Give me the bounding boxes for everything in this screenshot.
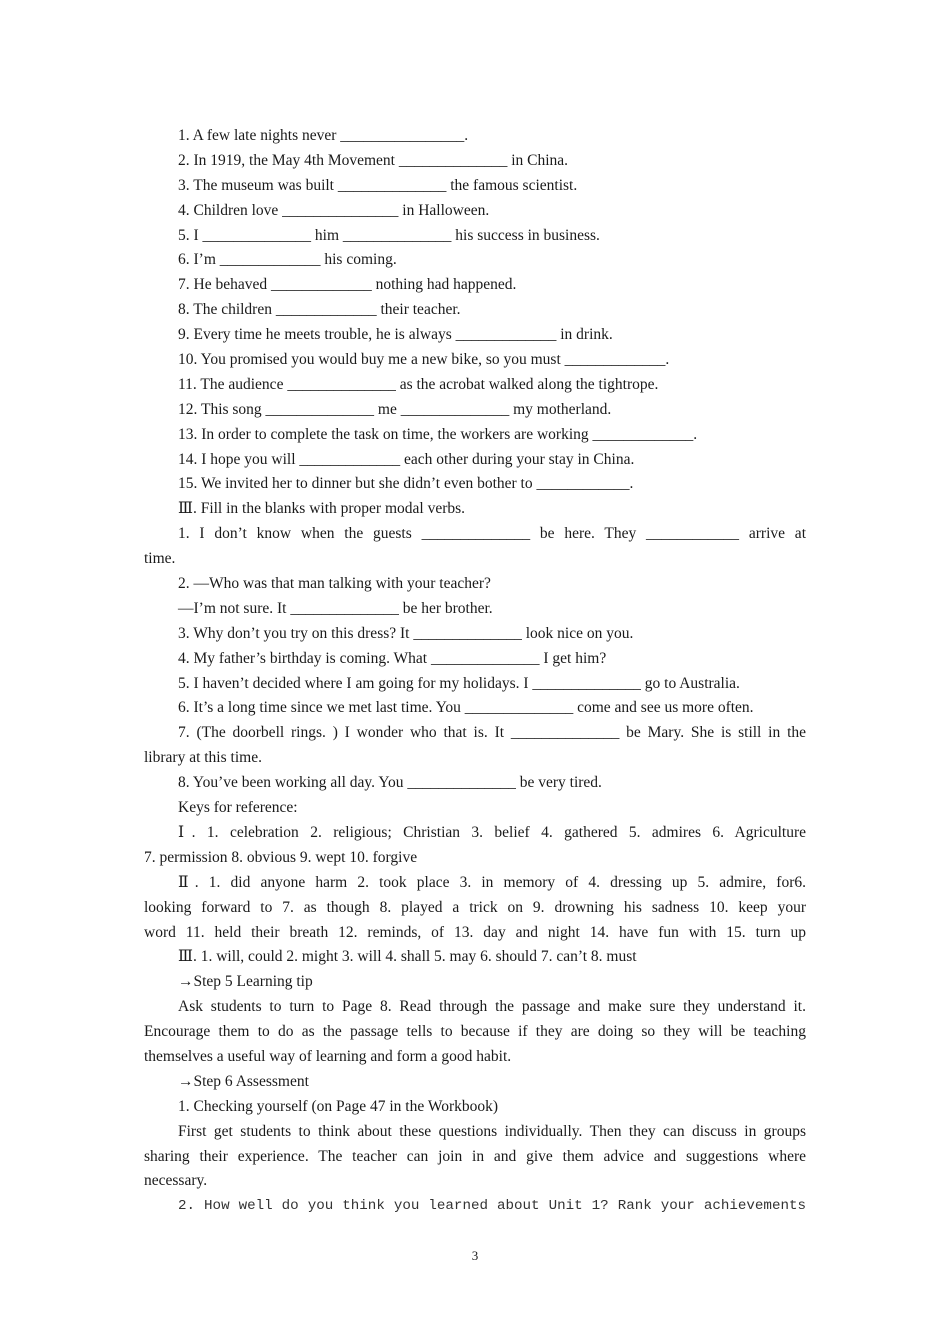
modal-q7-line1: 7. (The doorbell rings. ) I wonder who that is. It ______________ be Mary. She is still in the xyxy=(178,724,806,742)
step6-para-line3: necessary. xyxy=(144,1172,208,1190)
modal-q4: 4. My father’s birthday is coming. What ______________ I get him? xyxy=(178,649,607,667)
step6-para-line1: First get students to think about these questions individually. Then they can discuss in groups xyxy=(178,1122,806,1140)
step5-para-line3: themselves a useful way of learning and form a good habit. xyxy=(144,1047,512,1065)
blank-item-8: 8. The children _____________ their teacher. xyxy=(178,301,461,319)
keys-part1-line1: Ⅰ. 1. celebration 2. religious; Christian 3. belief 4. gathered 5. admires 6. Agriculture xyxy=(178,823,806,841)
modal-q6: 6. It’s a long time since we met last time. You ______________ come and see us more often. xyxy=(178,699,754,717)
blank-item-13: 13. In order to complete the task on time, the workers are working _____________. xyxy=(178,425,698,443)
keys-part2-line3: word 11. held their breath 12. reminds, of 13. day and night 14. have fun with 15. turn up xyxy=(144,923,806,941)
keys-part2-line2: looking forward to 7. as though 8. played a trick on 9. drowning his sadness 10. keep your xyxy=(144,898,806,916)
blank-item-15: 15. We invited her to dinner but she didn’t even bother to ____________. xyxy=(178,475,634,493)
step5-para-line1: Ask students to turn to Page 8. Read through the passage and make sure they understand it. xyxy=(178,998,806,1016)
blank-item-9: 9. Every time he meets trouble, he is always _____________ in drink. xyxy=(178,326,613,344)
step6-heading: →Step 6 Assessment xyxy=(178,1072,309,1090)
keys-part2-line1: Ⅱ. 1. did anyone harm 2. took place 3. in memory of 4. dressing up 5. admire, for6. xyxy=(178,873,806,891)
modal-q1-line1: 1. I don’t know when the guests ______________ be here. They ____________ arrive at xyxy=(178,525,806,543)
modal-q5: 5. I haven’t decided where I am going for my holidays. I ______________ go to Australia. xyxy=(178,674,740,692)
modal-q1-line2: time. xyxy=(144,550,176,568)
blank-item-11: 11. The audience ______________ as the acrobat walked along the tightrope. xyxy=(178,375,659,393)
blank-item-5: 5. I ______________ him ______________ his success in business. xyxy=(178,226,600,244)
modal-q2-line2: —I’m not sure. It ______________ be her brother. xyxy=(178,599,493,617)
blank-item-1: 1. A few late nights never ________________. xyxy=(178,127,469,144)
keys-part3: Ⅲ. 1. will, could 2. might 3. will 4. shall 5. may 6. should 7. can’t 8. must xyxy=(178,948,637,966)
blank-item-14: 14. I hope you will _____________ each other during your stay in China. xyxy=(178,450,635,468)
keys-part1-line2: 7. permission 8. obvious 9. wept 10. forgive xyxy=(144,848,418,866)
keys-heading: Keys for reference: xyxy=(178,799,298,817)
step6-item-1: 1. Checking yourself (on Page 47 in the Workbook) xyxy=(178,1097,499,1115)
step5-para-line2: Encourage them to do as the passage tells to because if they are doing so they will be teaching xyxy=(144,1023,806,1041)
blank-item-3: 3. The museum was built ______________ the famous scientist. xyxy=(178,176,578,194)
blank-item-12: 12. This song ______________ me ______________ my motherland. xyxy=(178,400,612,418)
page-content xyxy=(144,124,806,1219)
blank-item-6: 6. I’m _____________ his coming. xyxy=(178,251,397,269)
modal-q2-line1: 2. —Who was that man talking with your teacher? xyxy=(178,575,491,593)
blank-item-10: 10. You promised you would buy me a new bike, so you must _____________. xyxy=(178,351,670,369)
modal-q8: 8. You’ve been working all day. You ______________ be very tired. xyxy=(178,774,602,792)
blank-item-4: 4. Children love _______________ in Halloween. xyxy=(178,201,490,219)
section-3-heading: Ⅲ. Fill in the blanks with proper modal verbs. xyxy=(178,500,466,518)
step6-para-line2: sharing their experience. The teacher can join in and give them advice and suggestions where xyxy=(144,1147,806,1165)
modal-q7-line2: library at this time. xyxy=(144,749,262,767)
page-number: 3 xyxy=(471,1248,479,1263)
blank-item-2: 2. In 1919, the May 4th Movement ______________ in China. xyxy=(178,151,569,169)
modal-q3: 3. Why don’t you try on this dress? It ______________ look nice on you. xyxy=(178,624,634,642)
step6-item-2: 2. How well do you think you learned about Unit 1? Rank your achievements xyxy=(178,1198,806,1215)
blank-item-7: 7. He behaved _____________ nothing had happened. xyxy=(178,276,517,294)
step5-heading: →Step 5 Learning tip xyxy=(178,973,313,991)
